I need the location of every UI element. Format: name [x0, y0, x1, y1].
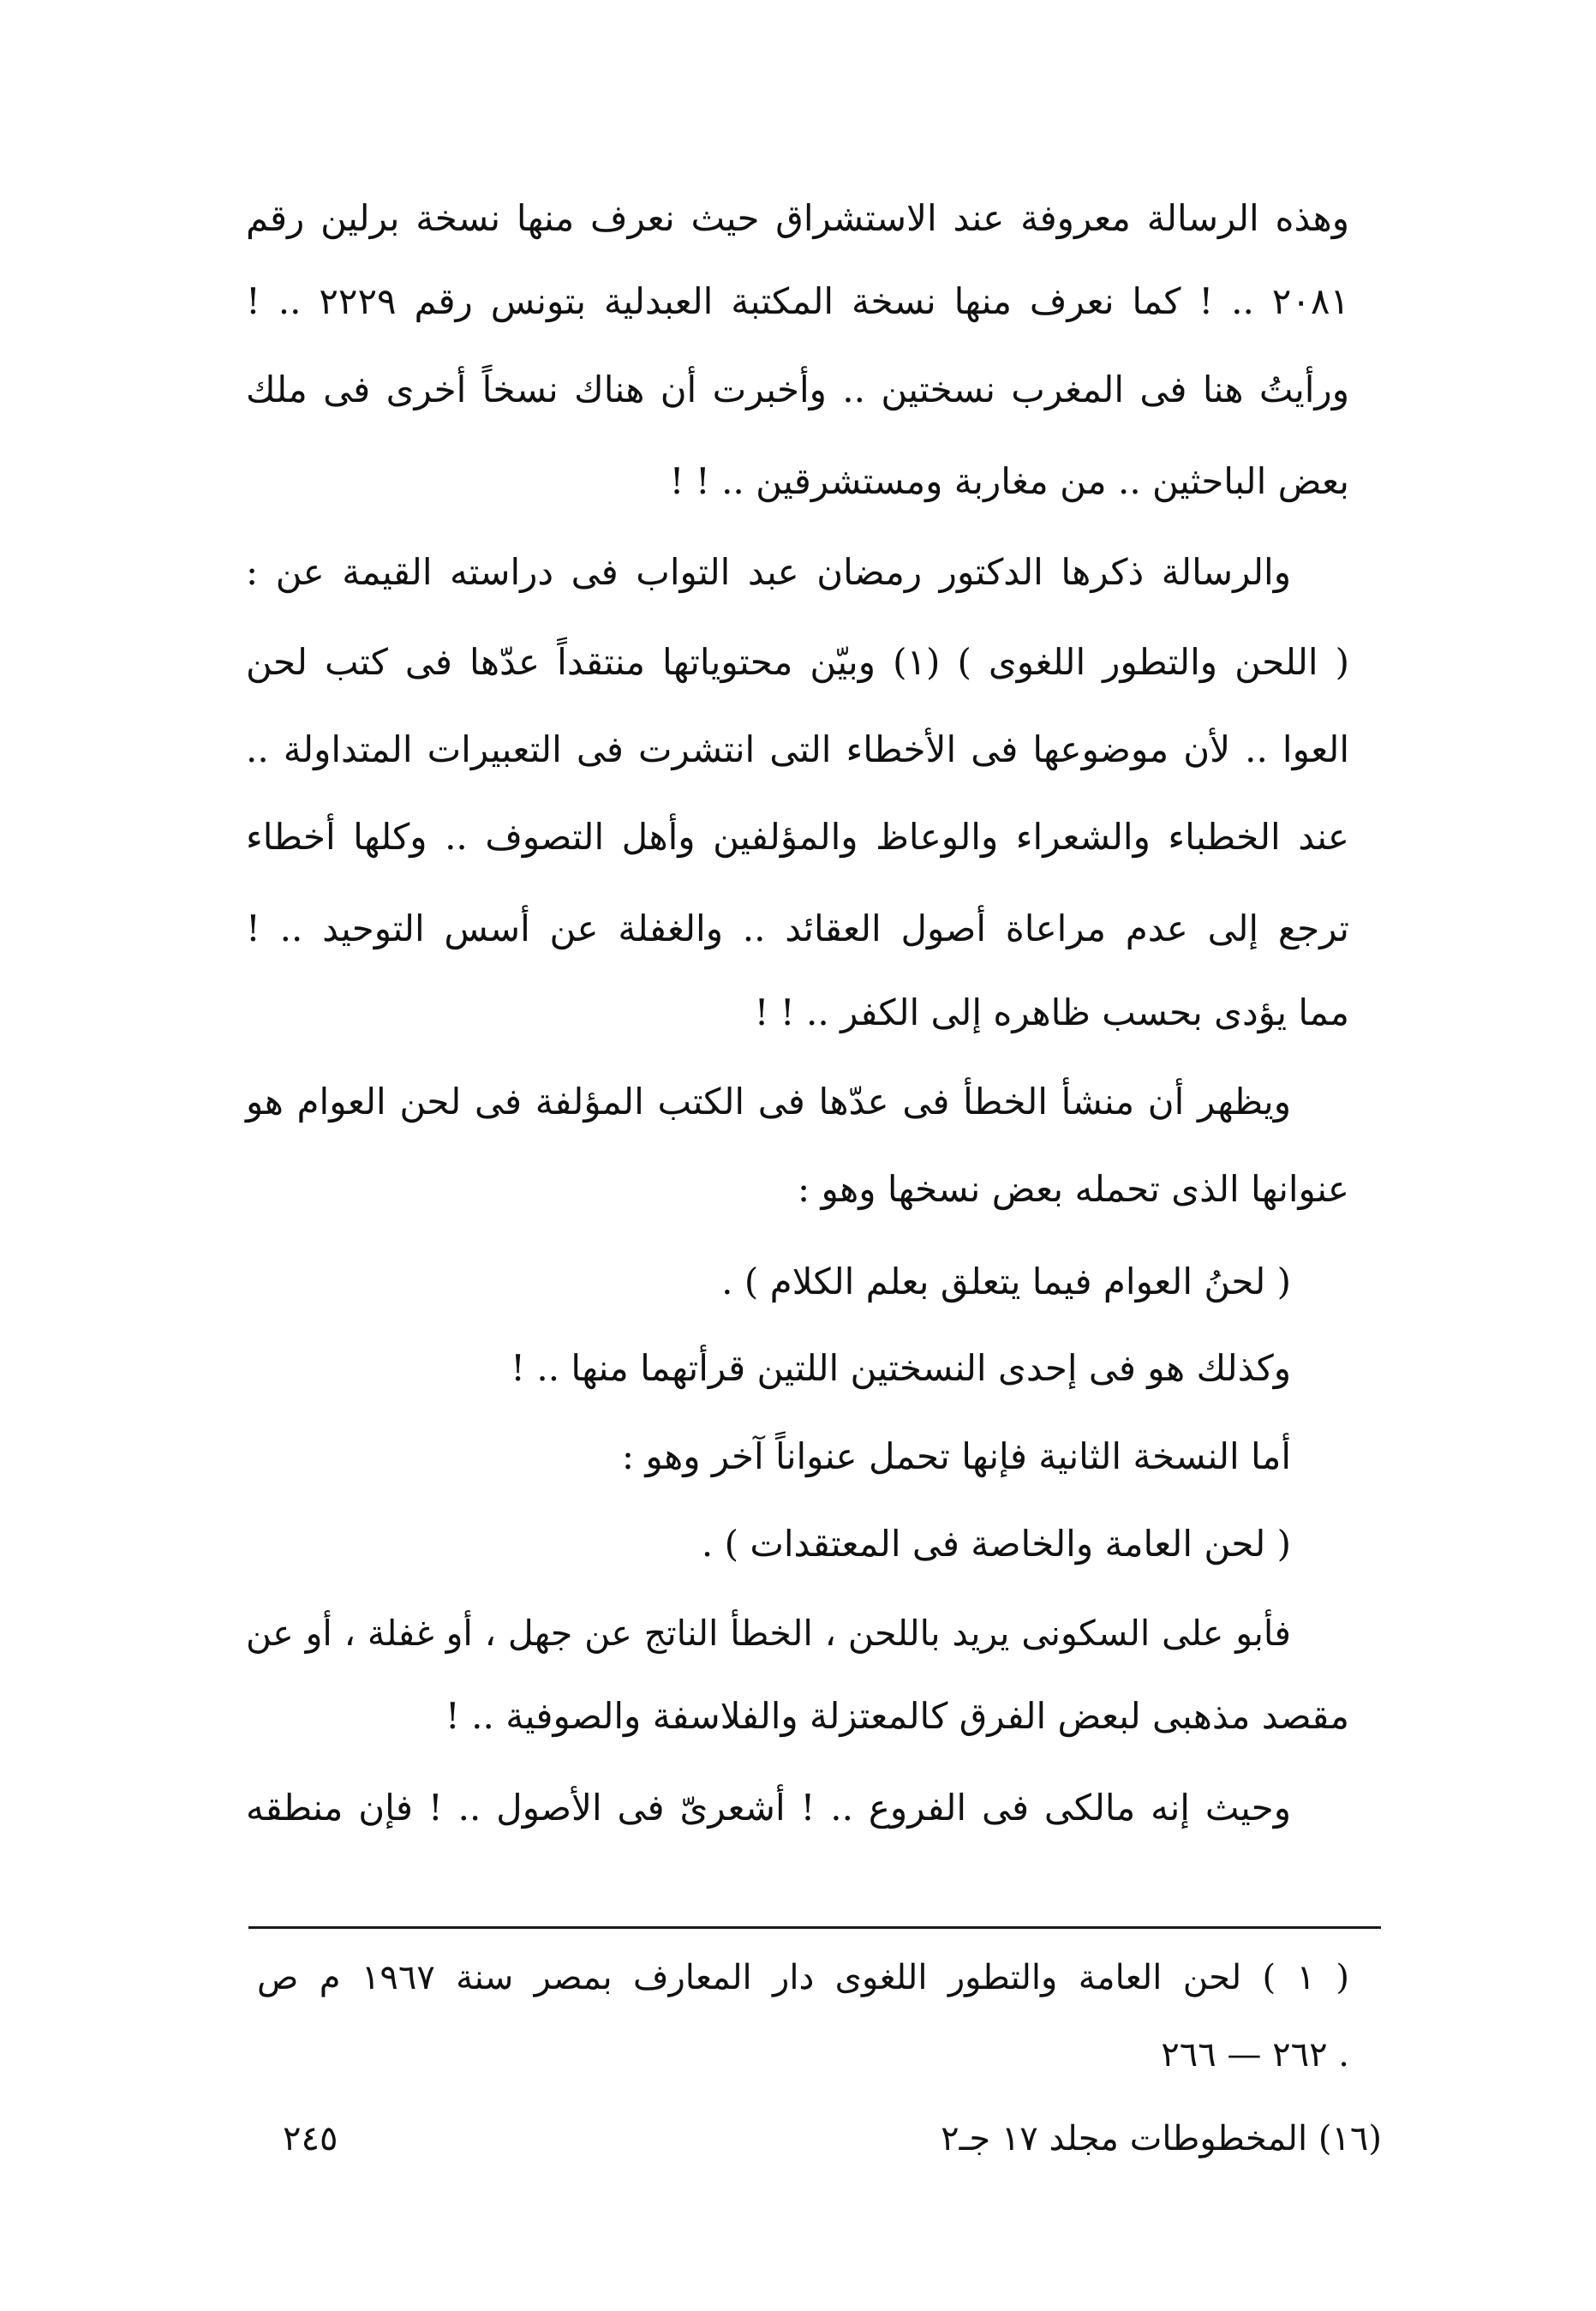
footnote-separator	[248, 1926, 1381, 1929]
body-line-6: ( اللحن والتطور اللغوى ) (١) وبيّن محتوياتها منتقداً عدّها فى كتب لحن	[246, 641, 1350, 683]
footnote-line-1: ( ١ ) لحن العامة والتطور اللغوى دار المعارف بمصر سنة ١٩٦٧ م ص	[257, 1958, 1349, 1997]
signature-line: (١٦) المخطوطات مجلد ١٧ جـ٢	[941, 2119, 1382, 2158]
body-line-8: عند الخطباء والشعراء والوعاظ والمؤلفين وأهل التصوف .. وكلها أخطاء	[246, 816, 1349, 858]
body-line-15: أما النسخة الثانية فإنها تحمل عنواناً آخر وهو :	[621, 1435, 1291, 1477]
body-line-11: ويظهر أن منشأ الخطأ فى عدّها فى الكتب المؤلفة فى لحن العوام هو	[246, 1081, 1291, 1123]
body-line-16: ( لحن العامة والخاصة فى المعتقدات ) .	[701, 1523, 1291, 1565]
body-line-1: وهذه الرسالة معروفة عند الاستشراق حيث نعرف منها نسخة برلين رقم	[246, 197, 1349, 239]
body-line-9: ترجع إلى عدم مراعاة أصول العقائد .. والغفلة عن أسس التوحيد .. !	[246, 907, 1349, 949]
body-line-18: مقصد مذهبى لبعض الفرق كالمعتزلة والفلاسفة والصوفية .. !	[445, 1695, 1349, 1737]
body-line-4: بعض الباحثين .. من مغاربة ومستشرقين .. ! !	[669, 460, 1349, 502]
body-line-12: عنوانها الذى تحمله بعض نسخها وهو :	[797, 1168, 1349, 1210]
body-line-17: فأبو على السكونى يريد باللحن ، الخطأ الناتج عن جهل ، أو غفلة ، أو عن	[246, 1613, 1291, 1654]
body-line-2: ٢٠٨١ .. ! كما نعرف منها نسخة المكتبة العبدلية بتونس رقم ٢٢٢٩ .. !	[246, 280, 1349, 322]
body-line-19: وحيث إنه مالكى فى الفروع .. ! أشعرىّ فى الأصول .. ! فإن منطقه	[246, 1787, 1291, 1829]
body-line-7: العوا .. لأن موضوعها فى الأخطاء التى انتشرت فى التعبيرات المتداولة ..	[246, 728, 1349, 770]
page-number: ٢٤٥	[283, 2119, 338, 2158]
body-line-10: مما يؤدى بحسب ظاهره إلى الكفر .. ! !	[754, 991, 1349, 1033]
body-line-3: ورأيتُ هنا فى المغرب نسختين .. وأخبرت أن هناك نسخاً أخرى فى ملك	[246, 368, 1349, 410]
body-line-13: ( لحنُ العوام فيما يتعلق بعلم الكلام ) .	[721, 1260, 1291, 1302]
body-line-14: وكذلك هو فى إحدى النسختين اللتين قرأتهما منها .. !	[511, 1347, 1291, 1389]
body-line-5: والرسالة ذكرها الدكتور رمضان عبد التواب فى دراسته القيمة عن :	[246, 551, 1291, 593]
footnote-line-2: ٢٦٢ — ٢٦٦ .	[1161, 2035, 1349, 2075]
